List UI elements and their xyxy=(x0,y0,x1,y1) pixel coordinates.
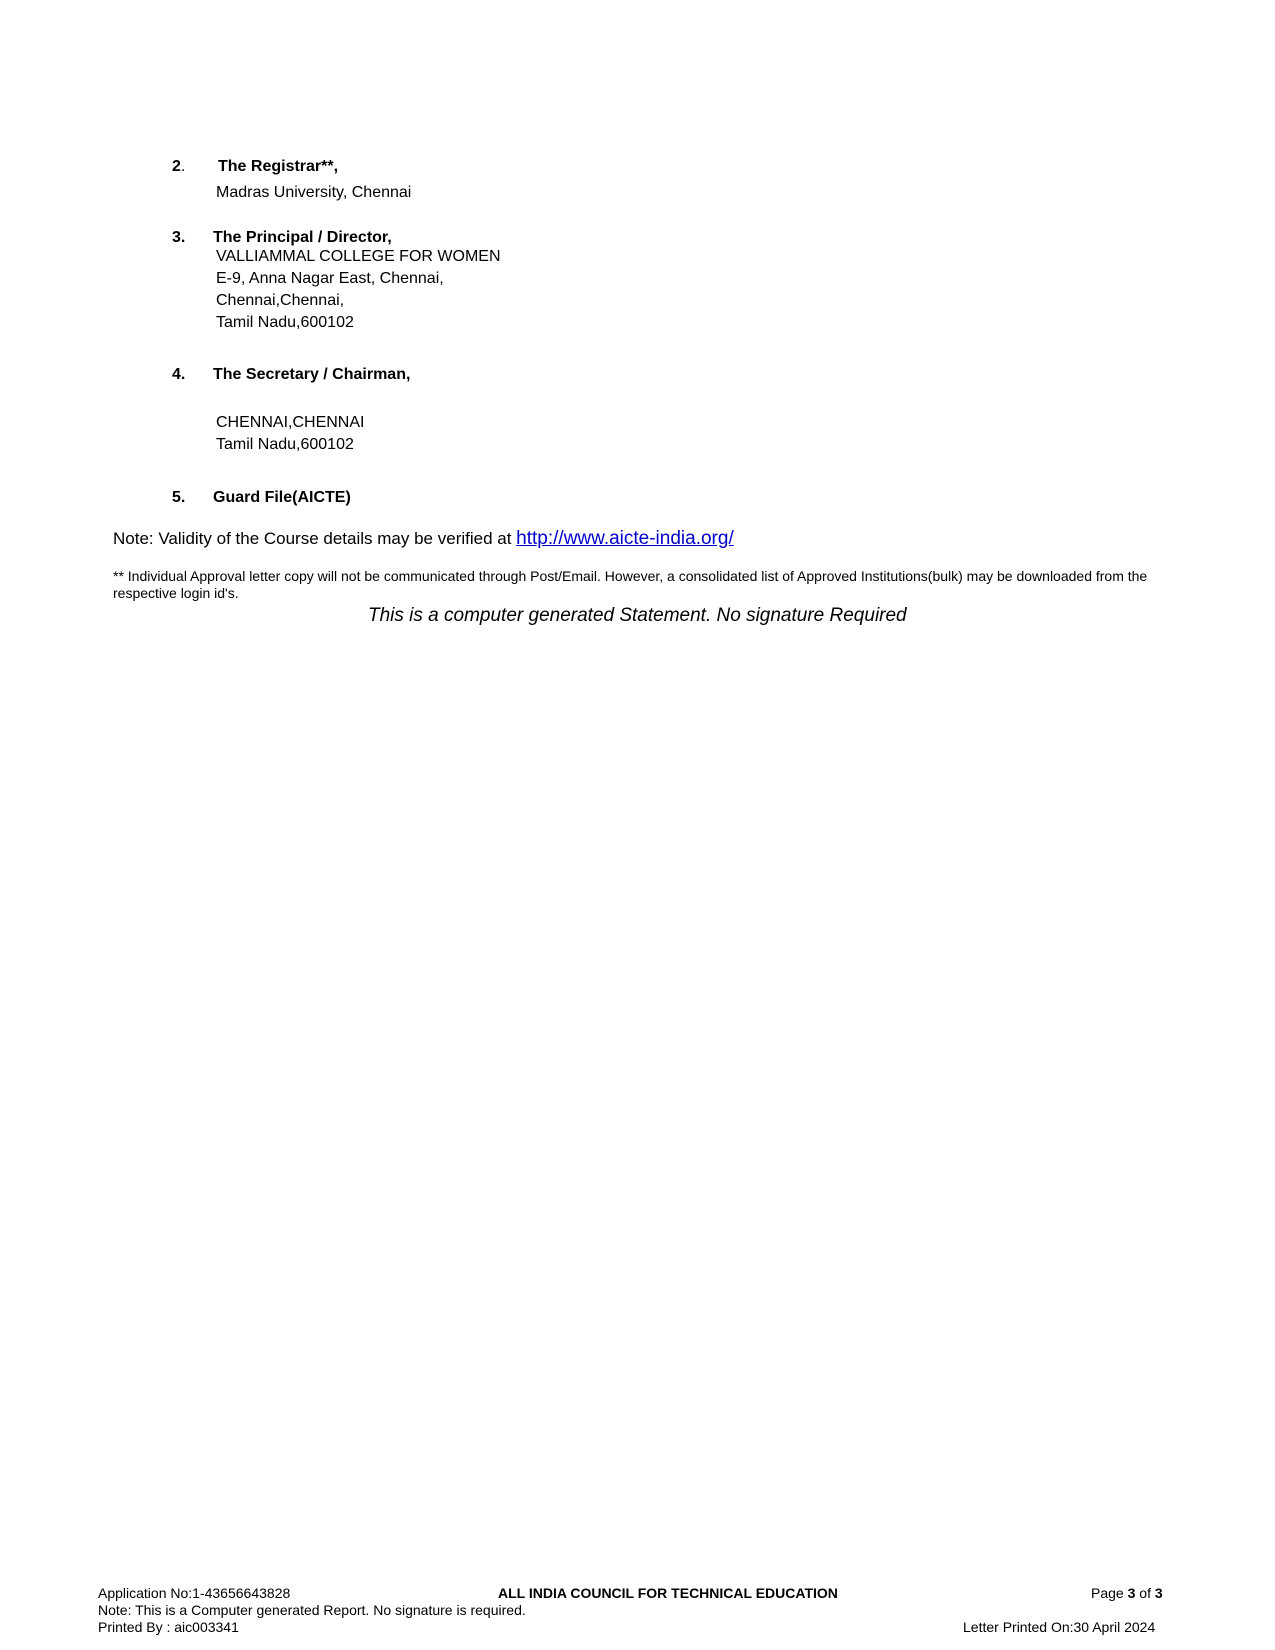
recipient-3-line-3: Chennai,Chennai, xyxy=(216,292,345,309)
validity-note xyxy=(113,528,734,550)
recipient-3-title: The Principal / Director, xyxy=(213,229,392,246)
recipient-4-line-2: Tamil Nadu,600102 xyxy=(216,436,354,453)
recipient-2-title: The Registrar**, xyxy=(218,158,339,175)
recipient-5-title: Guard File(AICTE) xyxy=(213,489,351,506)
page-total: 3 xyxy=(1154,1585,1163,1601)
recipient-4-title: The Secretary / Chairman, xyxy=(213,366,411,383)
footer-printed-on: Letter Printed On:30 April 2024 xyxy=(963,1619,1156,1635)
footer-report-note: Note: This is a Computer generated Report. No signature is required. xyxy=(98,1602,526,1618)
recipient-5-number: 5. xyxy=(172,489,186,506)
recipient-4-number: 4. xyxy=(172,366,186,383)
recipient-3-line-4: Tamil Nadu,600102 xyxy=(216,314,354,331)
recipient-4-line-1: CHENNAI,CHENNAI xyxy=(216,414,365,431)
recipient-2-line-1: Madras University, Chennai xyxy=(216,184,412,201)
page-current: 3 xyxy=(1127,1585,1136,1601)
validity-note-text: Note: Validity of the Course details may be verified at xyxy=(113,529,517,548)
footer-printed-by: Printed By : aic003341 xyxy=(98,1619,239,1635)
recipient-2-number: 2. xyxy=(172,158,186,175)
footer-council-name: ALL INDIA COUNCIL FOR TECHNICAL EDUCATION xyxy=(498,1585,838,1601)
footer-page-number xyxy=(1091,1585,1163,1601)
page-of: of xyxy=(1135,1585,1155,1601)
approval-note: ** Individual Approval letter copy will not be communicated through Post/Email. However, a consolidated list of Approved Institutions(bulk) may be downloaded from the respective login id's. xyxy=(113,568,1148,601)
recipient-3-number: 3. xyxy=(172,229,186,246)
recipient-3-line-2: E-9, Anna Nagar East, Chennai, xyxy=(216,270,444,287)
recipient-3-line-1: VALLIAMMAL COLLEGE FOR WOMEN xyxy=(216,248,501,265)
computer-generated-statement: This is a computer generated Statement. No signature Required xyxy=(368,605,907,626)
footer-application-no: Application No:1-43656643828 xyxy=(98,1585,291,1601)
page-prefix: Page xyxy=(1091,1585,1128,1601)
recipient-2-number-suffix: . xyxy=(180,158,186,175)
aicte-website-link[interactable]: http://www.aicte-india.org/ xyxy=(516,528,734,549)
